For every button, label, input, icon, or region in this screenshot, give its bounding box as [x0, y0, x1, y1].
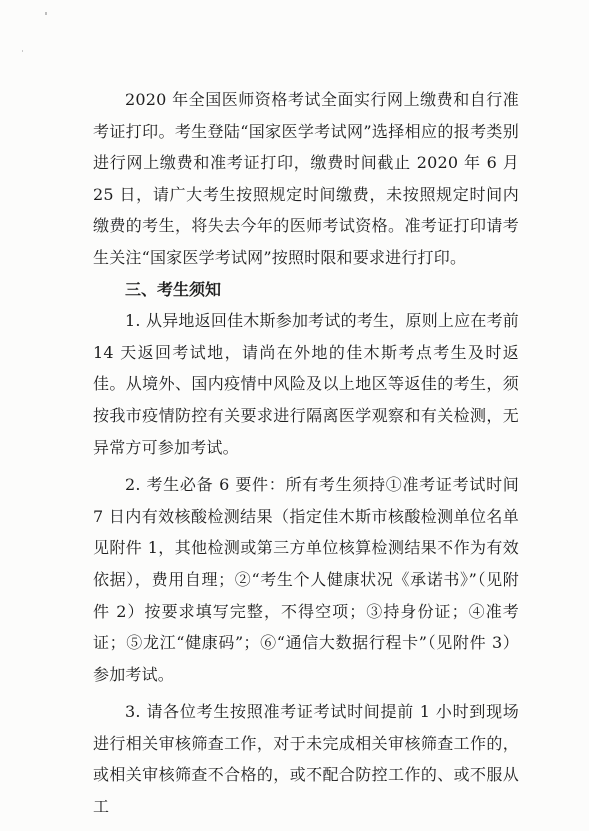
scan-speck — [22, 50, 23, 52]
paragraph-item-2: 2. 考生必备 6 要件：所有考生须持①准考证考试时间 7 日内有效核酸检测结果（指定佳木斯市核酸检测单位名单见附件 1，其他检测或第三方单位核算检测结果不作为有效依据），费用自理；②“考生个人健康状况《承诺书》”（见附件 2）按要求填写完整，不得空项；③持身份证；④准考证；⑤龙江“健康码”；⑥“通信大数据行程卡”（见附件 3）参加考试。 — [93, 475, 519, 684]
paragraph-payment-notice: 2020 年全国医师资格考试全面实行网上缴费和自行准考证打印。考生登陆“国家医学考试网”选择相应的报考类别进行网上缴费和准考证打印，缴费时间截止 2020 年 6 月 25 日，请广大考生按照规定时间缴费，未按照规定时间内缴费的考生，将失去今年的医师考试资格。准考证打印请考生关注“国家医学考试网”按照时限和要求进行打印。 — [93, 90, 519, 267]
paragraph-item-3: 3. 请各位考生按照准考证考试时间提前 1 小时到现场进行相关审核筛查工作，对于未完成相关审核筛查工作的，或相关审核筛查不合格的，或不配合防控工作的、或不服从工 — [93, 702, 519, 817]
scan-speck — [45, 12, 47, 15]
paragraph-item-1: 1. 从异地返回佳木斯参加考试的考生，原则上应在考前 14 天返回考试地，请尚在外地的佳木斯考点考生及时返佳。从境外、国内疫情中风险及以上地区等返佳的考生，须按我市疫情防控有关要求进行隔离医学观察和有关检测，无异常方可参加考试。 — [93, 311, 519, 457]
section-heading-candidate-notice: 三、考生须知 — [125, 279, 222, 299]
